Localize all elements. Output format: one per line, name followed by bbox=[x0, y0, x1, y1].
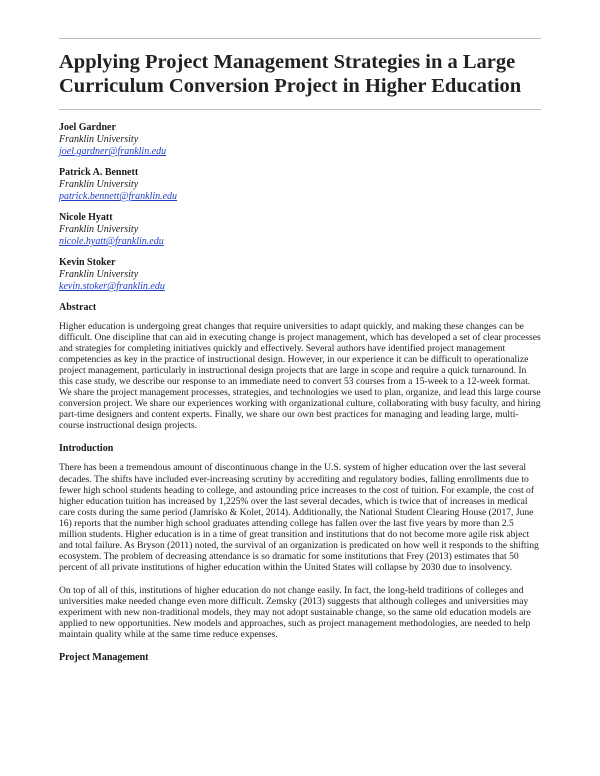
abstract-heading: Abstract bbox=[59, 302, 97, 313]
author-affiliation: Franklin University bbox=[59, 269, 139, 280]
abstract-text: Higher education is undergoing great changes that require universities to adapt quickly, and making these changes can be difficult. One discipline that can aid in executing change is project management, which has developed a set of clear processes and strategies for completing initiatives quickly and effectively. Several authors have identified project management competencies as key in the practice of instructional design. However, in our experience it can be difficult to operationalize project management, particularly in instructional design projects that are large in scope and require a quick turnaround. In this case study, we describe our response to an immediate need to convert 53 courses from a 15-week to a 12-week format. We share the project management processes, strategies, and technologies we used to plan, organize, and lead this large course conversion project. We share our experiences working with organizational culture, collaborating with busy faculty, and hiring part-time designers and content experts. Finally, we share our own best practices for managing and leading large, multi-course instructional design projects. bbox=[59, 321, 541, 432]
title-rule bbox=[59, 109, 541, 110]
author-email-link[interactable]: nicole.hyatt@franklin.edu bbox=[59, 236, 164, 247]
author-name: Joel Gardner bbox=[59, 122, 116, 133]
author-email-link[interactable]: joel.gardner@franklin.edu bbox=[59, 146, 167, 157]
introduction-heading: Introduction bbox=[59, 443, 114, 455]
author-affiliation: Franklin University bbox=[59, 224, 139, 235]
author-name: Nicole Hyatt bbox=[59, 212, 113, 223]
project-management-heading: Project Management bbox=[59, 652, 149, 664]
paper-page bbox=[59, 0, 541, 671]
author-block bbox=[59, 257, 541, 293]
author-block bbox=[59, 167, 541, 203]
author-block bbox=[59, 122, 541, 158]
paper-title: Applying Project Management Strategies in a Large Curriculum Conversion Project in Higher Education bbox=[59, 51, 522, 97]
author-name: Kevin Stoker bbox=[59, 257, 116, 268]
author-affiliation: Franklin University bbox=[59, 179, 139, 190]
author-name: Patrick A. Bennett bbox=[59, 167, 139, 178]
top-rule bbox=[59, 38, 541, 39]
author-affiliation: Franklin University bbox=[59, 134, 139, 145]
introduction-paragraph: There has been a tremendous amount of discontinuous change in the U.S. system of higher education over the last several decades. The shifts have included ever-increasing scrutiny by accrediting and regulatory bodies, falling enrollments due to fewer high school students heading to college, and astounding price increases to the cost of tuition. For example, the cost of higher education tuition has increased by 1,225% over the last several decades, which is twice that of increases in medical care costs during the same period (Jamrisko & Kolet, 2014). Additionally, the National Student Clearing House (2017, June 16) reports that the number high school graduates attending college has fallen over the last five years by more than 2.5 million students. Higher education is in a time of great transition and institutions that do not become more agile risk abject and total failure. As Bryson (2011) noted, the survival of an organization is predicated on how well it responds to the shifting ecosystem. The problem of decreasing attendance is so dramatic for some institutions that Frey (2013) estimates that 50 percent of all private institutions of higher education within the United States will collapse by 2030 due to insolvency. bbox=[59, 462, 539, 573]
author-block bbox=[59, 212, 541, 248]
introduction-paragraph: On top of all of this, institutions of higher education do not change easily. In fact, the long-held traditions of colleges and universities make needed change even more difficult. Zemsky (2013) suggests that although colleges and universities may experiment with new non-traditional models, they may not adopt sustainable change, so the same old education models are applied to new opportunities. New models and approaches, such as project management methodologies, are needed to help maintain quality while at the same time reduce expenses. bbox=[59, 584, 531, 641]
author-email-link[interactable]: patrick.bennett@franklin.edu bbox=[59, 191, 178, 202]
author-email-link[interactable]: kevin.stoker@franklin.edu bbox=[59, 281, 165, 292]
